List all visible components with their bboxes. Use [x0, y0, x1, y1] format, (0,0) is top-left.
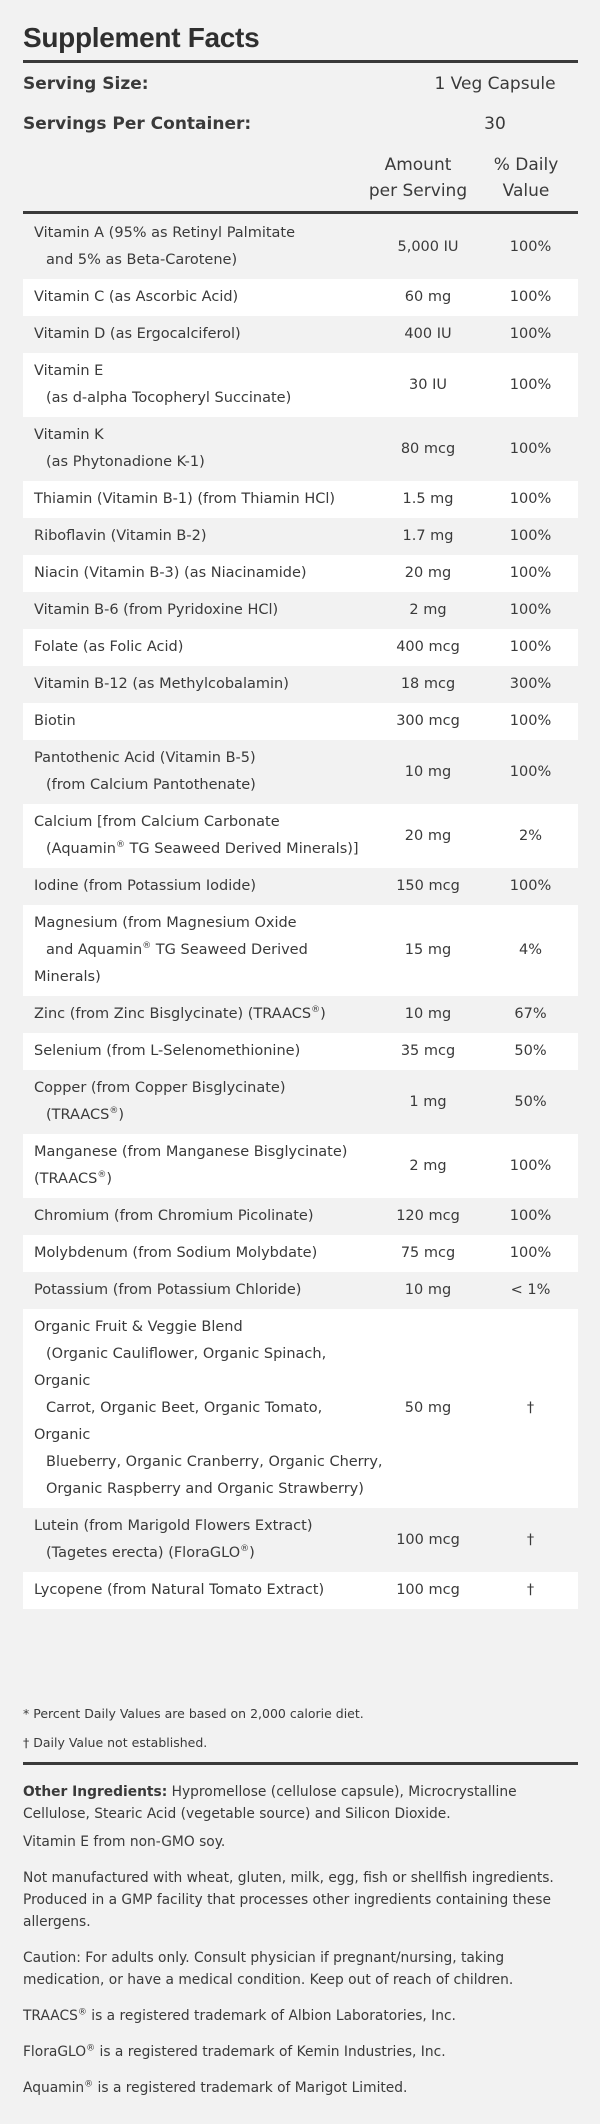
- nutrient-row: [23, 905, 578, 996]
- nutrient-name: [23, 905, 363, 996]
- nutrient-daily-value: 300%: [509, 676, 552, 692]
- trademark-traacs: TRAACS® is a registered trademark of Albion Laboratories, Inc.: [23, 2007, 456, 2024]
- nutrient-name-line: Molybdenum (from Sodium Molybdate): [34, 1245, 318, 1261]
- nutrient-amount: 100 mcg: [396, 1531, 460, 1548]
- nutrient-row: [23, 1070, 578, 1134]
- nutrient-name-line: and 5% as Beta-Carotene): [46, 252, 238, 268]
- nutrient-name-line: Carrot, Organic Beet, Organic Tomato,: [46, 1400, 323, 1416]
- nutrient-name: [23, 1309, 383, 1508]
- nutrient-row: [23, 1508, 578, 1572]
- nutrient-daily-value: 100%: [509, 1245, 552, 1261]
- nutrient-name: [23, 629, 363, 666]
- nutrient-amount: 300 mcg: [396, 713, 460, 729]
- caution-note: Caution: For adults only. Consult physician if pregnant/nursing, taking medication, or have a medical condition. Keep out of reach of children.: [23, 1950, 514, 1988]
- nutrient-row: [23, 1235, 578, 1272]
- nutrient-name-line: Zinc (from Zinc Bisglycinate) (TRAACS®): [34, 1005, 326, 1022]
- nutrient-amount: 1.5 mg: [402, 491, 454, 507]
- nutrient-name-line: Vitamin K: [34, 427, 104, 443]
- nutrient-name-line: Vitamin D (as Ergocalciferol): [34, 326, 241, 342]
- nutrient-name: [23, 703, 363, 740]
- nutrient-name-line: Biotin: [34, 713, 76, 729]
- nutrient-row: [23, 1309, 578, 1508]
- nutrient-name-line: (Aquamin® TG Seaweed Derived Minerals)]: [46, 840, 359, 857]
- nutrient-name: [23, 1033, 363, 1070]
- nutrient-name: [23, 1070, 363, 1134]
- nutrient-name-line: Lycopene (from Natural Tomato Extract): [34, 1582, 325, 1598]
- panel-title: Supplement Facts: [23, 22, 260, 53]
- nutrient-daily-value: 2%: [518, 827, 542, 844]
- serving-size-label: Serving Size:: [23, 74, 149, 94]
- nutrient-amount: 15 mg: [404, 942, 452, 958]
- nutrient-amount: 20 mg: [404, 565, 452, 581]
- amount-header-line: Amount: [384, 155, 452, 175]
- nutrient-name-line: Thiamin (Vitamin B-1) (from Thiamin HCl): [34, 491, 336, 507]
- nutrient-name-line: Vitamin A (95% as Retinyl Palmitate: [34, 225, 296, 241]
- nutrient-name: [23, 1198, 363, 1235]
- nutrient-daily-value: 67%: [514, 1006, 547, 1022]
- nutrient-name: [23, 518, 363, 555]
- nutrient-name: [23, 353, 363, 417]
- servings-per-container-label: Servings Per Container:: [23, 114, 252, 134]
- nutrient-row: [23, 481, 578, 518]
- nutrient-daily-value: 100%: [509, 491, 552, 507]
- nutrient-row: [23, 1033, 578, 1070]
- nutrient-amount: 35 mcg: [400, 1043, 456, 1059]
- nutrient-amount: 75 mcg: [400, 1245, 456, 1261]
- nutrient-name: [23, 592, 363, 629]
- nutrient-table: [23, 215, 578, 1609]
- nutrient-daily-value: †: [526, 1582, 535, 1598]
- nutrient-name-line: Potassium (from Potassium Chloride): [34, 1282, 302, 1298]
- nutrient-name-line: Vitamin B-12 (as Methylcobalamin): [34, 676, 289, 692]
- dv-column-header: [478, 152, 574, 204]
- nutrient-row: [23, 740, 578, 804]
- nutrient-name: [23, 996, 363, 1033]
- nutrient-daily-value: 100%: [509, 763, 552, 780]
- nutrient-amount: 5,000 IU: [397, 238, 459, 255]
- serving-size-row: [23, 74, 578, 104]
- nutrient-daily-value: 100%: [509, 440, 552, 457]
- nutrient-name: [23, 481, 363, 518]
- nutrient-name-line: Magnesium (from Magnesium Oxide: [34, 915, 297, 931]
- nutrient-row: [23, 353, 578, 417]
- amount-header-line: per Serving: [368, 181, 468, 201]
- nutrient-name: [23, 279, 363, 316]
- nutrient-amount: 2 mg: [409, 1157, 447, 1174]
- header-rule: [23, 211, 578, 214]
- nutrient-name: [23, 804, 363, 868]
- nutrient-row: [23, 804, 578, 868]
- nutrient-name: [23, 1272, 363, 1309]
- nutrient-amount: 20 mg: [404, 827, 452, 844]
- other-ingredients-text: Hypromellose (cellulose capsule), Microcrystalline Cellulose, Stearic Acid (vegetable source) and Silicon Dioxide.: [23, 1784, 517, 1822]
- nutrient-row: [23, 1134, 578, 1198]
- nutrient-name-line: Organic Raspberry and Organic Strawberry): [46, 1481, 364, 1497]
- nutrient-name-line: Organic: [34, 1373, 91, 1389]
- nutrient-row: [23, 703, 578, 740]
- nutrient-name-line: (from Calcium Pantothenate): [46, 777, 256, 793]
- nutrient-name-line: Pantothenic Acid (Vitamin B-5): [34, 750, 256, 766]
- serving-size-value: 1 Veg Capsule: [434, 74, 556, 94]
- nutrient-amount: 120 mcg: [396, 1208, 460, 1224]
- nutrient-name: [23, 868, 363, 905]
- nutrient-daily-value: 100%: [509, 713, 552, 729]
- nutrient-daily-value: 4%: [518, 942, 542, 958]
- nutrient-name-line: (as Phytonadione K-1): [46, 454, 205, 470]
- nutrient-daily-value: †: [526, 1531, 535, 1548]
- footnote-daily-values: * Percent Daily Values are based on 2,000 calorie diet.: [23, 1706, 364, 1721]
- nutrient-amount: 100 mcg: [396, 1582, 460, 1598]
- nutrient-name-line: Blueberry, Organic Cranberry, Organic Cherry,: [46, 1454, 383, 1470]
- nutrient-row: [23, 666, 578, 703]
- nutrient-name: [23, 1572, 363, 1609]
- nutrient-name-line: Minerals): [34, 969, 101, 985]
- trademark-aquamin: Aquamin® is a registered trademark of Marigot Limited.: [23, 2079, 408, 2096]
- footnote-dagger: † Daily Value not established.: [23, 1735, 208, 1750]
- nutrient-row: [23, 518, 578, 555]
- nutrient-daily-value: 100%: [509, 878, 552, 894]
- nutrient-name-line: Organic: [34, 1427, 91, 1443]
- nutrient-name-line: Chromium (from Chromium Picolinate): [34, 1208, 314, 1224]
- nutrient-amount: 1 mg: [409, 1093, 447, 1110]
- nutrient-name-line: (as d-alpha Tocopheryl Succinate): [46, 390, 292, 406]
- nutrient-amount: 10 mg: [404, 1006, 452, 1022]
- nutrient-name: [23, 1235, 363, 1272]
- nutrient-row: [23, 215, 578, 279]
- nutrient-amount: 400 IU: [404, 326, 452, 342]
- nutrient-row: [23, 555, 578, 592]
- nutrient-daily-value: 100%: [509, 1208, 552, 1224]
- nutrient-name-line: Lutein (from Marigold Flowers Extract): [34, 1518, 313, 1534]
- nutrient-name-line: Riboflavin (Vitamin B-2): [34, 528, 207, 544]
- nutrient-amount: 80 mcg: [400, 440, 456, 457]
- nutrient-name-line: (TRAACS®): [46, 1106, 124, 1123]
- nutrient-amount: 60 mg: [404, 289, 452, 305]
- nutrient-amount: 10 mg: [404, 763, 452, 780]
- nutrient-name: [23, 1508, 363, 1572]
- nutrient-row: [23, 279, 578, 316]
- other-ingredients-label: Other Ingredients:: [23, 1784, 168, 1800]
- nutrient-row: [23, 1198, 578, 1235]
- nutrient-name-line: Iodine (from Potassium Iodide): [34, 878, 257, 894]
- vitamin-e-note: Vitamin E from non-GMO soy.: [23, 1834, 226, 1850]
- nutrient-row: [23, 417, 578, 481]
- nutrient-name-line: Niacin (Vitamin B-3) (as Niacinamide): [34, 565, 307, 581]
- nutrient-row: [23, 868, 578, 905]
- amount-column-header: [362, 152, 474, 204]
- nutrient-row: [23, 1272, 578, 1309]
- nutrient-amount: 400 mcg: [396, 639, 460, 655]
- trademark-floraglo: FloraGLO® is a registered trademark of Kemin Industries, Inc.: [23, 2043, 446, 2060]
- nutrient-daily-value: 50%: [514, 1093, 547, 1110]
- nutrient-amount: 50 mg: [404, 1400, 452, 1416]
- nutrient-daily-value: 100%: [509, 1157, 552, 1174]
- nutrient-daily-value: < 1%: [510, 1282, 551, 1298]
- nutrient-name: [23, 215, 363, 279]
- nutrient-daily-value: 100%: [509, 289, 552, 305]
- nutrient-name-line: (TRAACS®): [34, 1170, 112, 1187]
- nutrient-name-line: Folate (as Folic Acid): [34, 639, 184, 655]
- nutrient-name-line: Vitamin C (as Ascorbic Acid): [34, 289, 239, 305]
- nutrient-name-line: Vitamin E: [34, 363, 104, 379]
- nutrient-name-line: Selenium (from L-Selenomethionine): [34, 1043, 301, 1059]
- nutrient-name: [23, 417, 363, 481]
- nutrient-row: [23, 592, 578, 629]
- nutrient-row: [23, 996, 578, 1033]
- nutrient-daily-value: 100%: [509, 528, 552, 544]
- servings-per-container-row: [23, 114, 578, 144]
- nutrient-name-line: Calcium [from Calcium Carbonate: [34, 814, 280, 830]
- nutrient-name-line: and Aquamin® TG Seaweed Derived: [46, 941, 308, 958]
- nutrient-name: [23, 555, 363, 592]
- nutrient-name: [23, 316, 363, 353]
- nutrient-name-line: (Organic Cauliflower, Organic Spinach,: [46, 1346, 327, 1362]
- nutrient-name: [23, 740, 363, 804]
- dv-header-line: % Daily: [493, 155, 559, 175]
- nutrient-row: [23, 1572, 578, 1609]
- nutrient-name-line: Organic Fruit & Veggie Blend: [34, 1319, 243, 1335]
- title-rule: [23, 60, 578, 63]
- footer-rule: [23, 1762, 578, 1765]
- nutrient-amount: 150 mcg: [396, 878, 460, 894]
- dv-header-line: Value: [502, 181, 550, 201]
- nutrient-amount: 18 mcg: [400, 676, 456, 692]
- nutrient-name: [23, 666, 363, 703]
- nutrient-daily-value: 100%: [509, 376, 552, 393]
- nutrient-name-line: (Tagetes erecta) (FloraGLO®): [46, 1544, 255, 1561]
- nutrient-row: [23, 629, 578, 666]
- nutrient-amount: 1.7 mg: [402, 528, 454, 544]
- nutrient-daily-value: 100%: [509, 639, 552, 655]
- nutrient-name-line: Vitamin B-6 (from Pyridoxine HCl): [34, 602, 279, 618]
- servings-per-container-value: 30: [484, 114, 506, 134]
- nutrient-daily-value: 100%: [509, 602, 552, 618]
- other-ingredients: [23, 1781, 578, 1825]
- allergen-note: Not manufactured with wheat, gluten, milk, egg, fish or shellfish ingredients. Produced in a GMP facility that processes other ingredients containing these allergens.: [23, 1870, 554, 1930]
- nutrient-daily-value: 100%: [509, 238, 552, 255]
- nutrient-amount: 10 mg: [404, 1282, 452, 1298]
- nutrient-amount: 2 mg: [409, 602, 447, 618]
- nutrient-daily-value: 100%: [509, 565, 552, 581]
- nutrient-row: [23, 316, 578, 353]
- nutrient-name-line: Copper (from Copper Bisglycinate): [34, 1080, 286, 1096]
- nutrient-daily-value: 50%: [514, 1043, 547, 1059]
- nutrient-daily-value: †: [526, 1400, 535, 1416]
- nutrient-name: [23, 1134, 363, 1198]
- nutrient-daily-value: 100%: [509, 326, 552, 342]
- nutrient-amount: 30 IU: [409, 376, 447, 393]
- nutrient-name-line: Manganese (from Manganese Bisglycinate): [34, 1144, 348, 1160]
